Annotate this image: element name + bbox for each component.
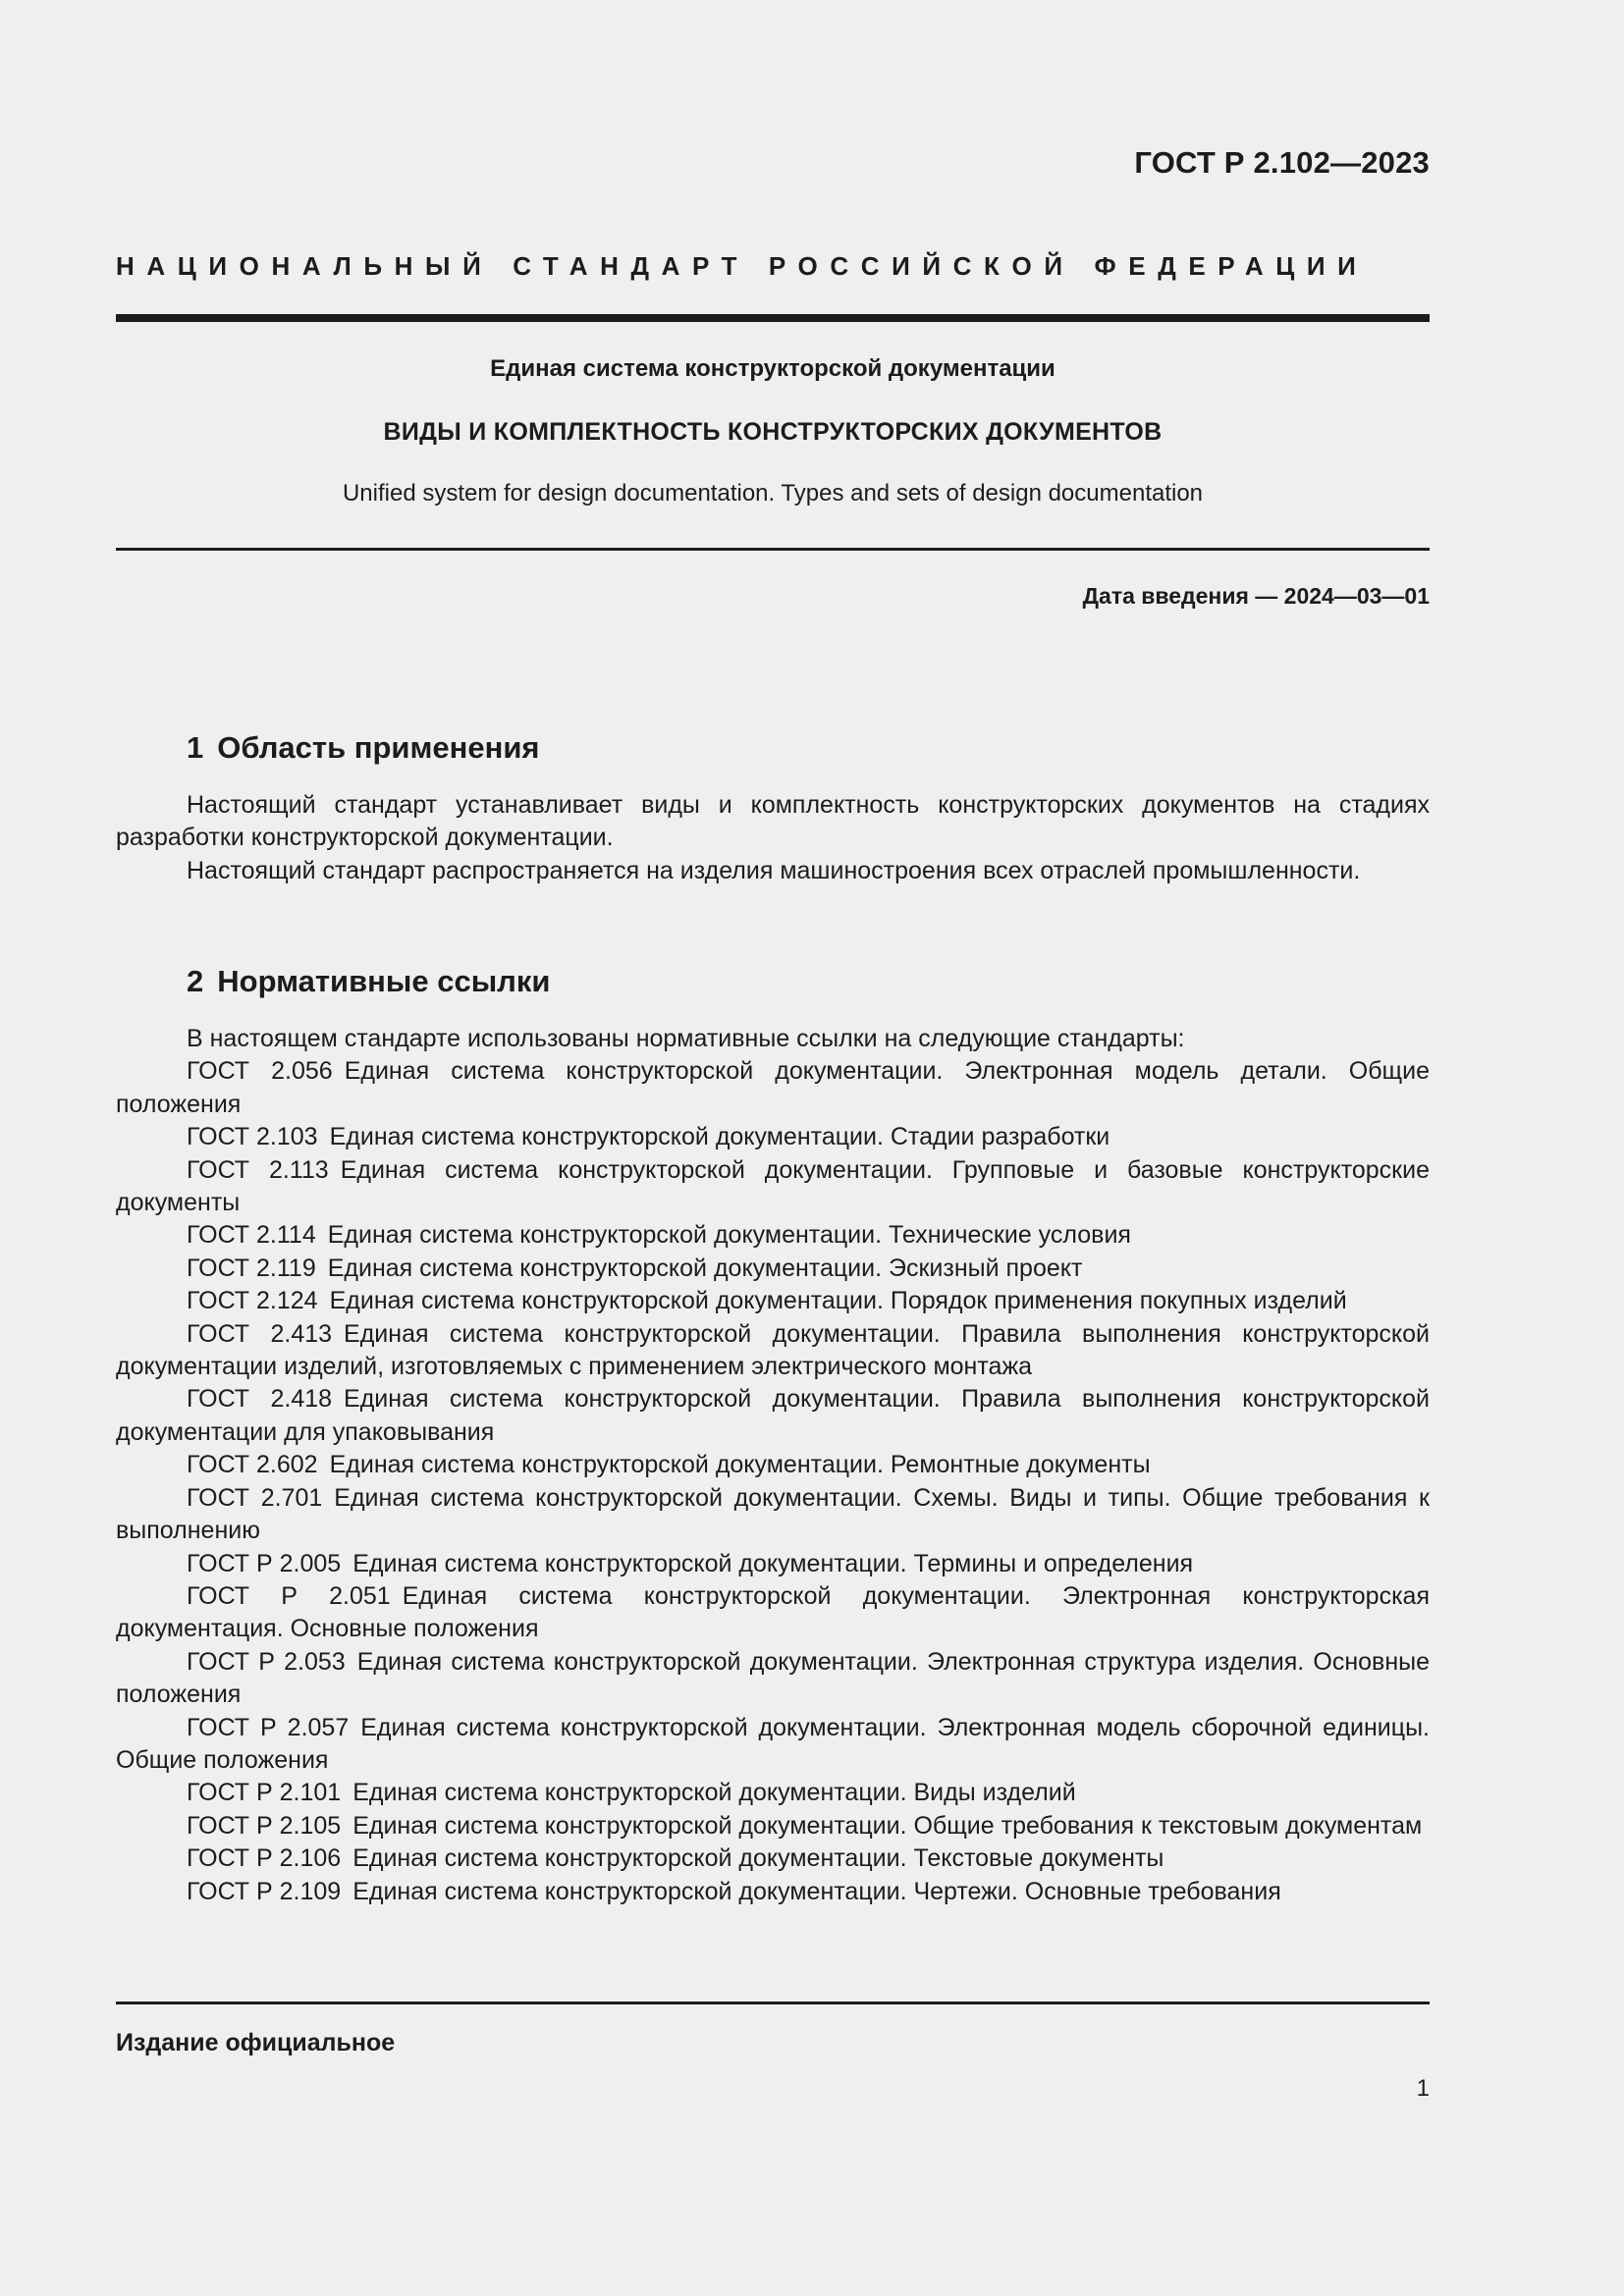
standard-series: Единая система конструкторской документации	[490, 355, 1056, 382]
reference-title: Единая система конструкторской документации. Термины и определения	[352, 1549, 1194, 1577]
official-edition-label: Издание официальное	[116, 2029, 396, 2056]
reference-code: ГОСТ 2.056	[187, 1057, 333, 1086]
reference-title: Единая система конструкторской документации. Правила выполнения конструкторской документации изделий, изготовляемых с применением электрического монтажа	[116, 1319, 1430, 1381]
reference-code: ГОСТ 2.701	[187, 1483, 323, 1512]
reference-code: ГОСТ 2.418	[187, 1385, 333, 1414]
introduction-date: Дата введения — 2024—03—01	[1082, 583, 1430, 609]
reference-code: ГОСТ 2.602	[187, 1451, 318, 1479]
reference-title: Единая система конструкторской документации. Правила выполнения конструкторской документации для упаковывания	[116, 1385, 1430, 1446]
reference-item	[116, 1055, 1430, 1121]
reference-title: Единая система конструкторской документации. Эскизный проект	[327, 1254, 1083, 1282]
page-number: 1	[1416, 2075, 1430, 2102]
reference-title: Единая система конструкторской документации. Электронная конструкторская документация. Основные положения	[116, 1581, 1430, 1643]
reference-title: Единая система конструкторской документации. Ремонтные документы	[329, 1451, 1151, 1479]
reference-item	[116, 1285, 1430, 1317]
references-intro: В настоящем стандарте использованы нормативные ссылки на следующие стандарты:	[187, 1025, 1185, 1052]
reference-code: ГОСТ 2.114	[187, 1221, 316, 1250]
reference-title: Единая система конструкторской документации. Виды изделий	[352, 1779, 1076, 1807]
reference-title: Единая система конструкторской документации. Текстовые документы	[352, 1844, 1164, 1873]
reference-item	[116, 1121, 1430, 1153]
reference-item	[116, 1154, 1430, 1220]
reference-title: Единая система конструкторской документации. Электронная модель сборочной единицы. Общие положения	[116, 1713, 1431, 1774]
section-2-heading	[187, 964, 550, 999]
reference-item	[116, 1712, 1430, 1778]
section-1-heading	[187, 730, 540, 766]
reference-code: ГОСТ 2.113	[187, 1155, 329, 1184]
reference-title: Единая система конструкторской документации. Электронная модель детали. Общие положения	[116, 1057, 1430, 1118]
reference-code: ГОСТ Р 2.005	[187, 1549, 342, 1577]
document-page	[116, 0, 1430, 2296]
reference-item	[116, 1482, 1430, 1548]
reference-item	[116, 1253, 1430, 1285]
reference-code: ГОСТ 2.413	[187, 1319, 333, 1348]
reference-item	[116, 1580, 1430, 1646]
reference-item	[116, 1646, 1430, 1712]
document-code: ГОСТ Р 2.102—2023	[1134, 145, 1430, 180]
reference-title: Единая система конструкторской документации. Электронная структура изделия. Основные положения	[116, 1647, 1430, 1709]
reference-code: ГОСТ Р 2.105	[187, 1811, 342, 1840]
section-1-title: Область применения	[217, 730, 540, 765]
reference-code: ГОСТ Р 2.109	[187, 1877, 342, 1905]
section-2-title: Нормативные ссылки	[217, 964, 551, 998]
reference-code: ГОСТ Р 2.101	[187, 1779, 342, 1807]
reference-item	[116, 1383, 1430, 1449]
section-2-number: 2	[187, 964, 204, 998]
reference-title: Единая система конструкторской документации. Стадии разработки	[329, 1123, 1110, 1151]
reference-item	[116, 1842, 1430, 1875]
reference-title: Единая система конструкторской документации. Технические условия	[327, 1221, 1131, 1250]
reference-code: ГОСТ Р 2.057	[187, 1713, 350, 1741]
reference-code: ГОСТ Р 2.053	[187, 1647, 346, 1676]
references-list	[116, 1055, 1430, 1908]
section-1-body	[116, 789, 1430, 887]
footer-divider	[116, 2002, 1430, 2004]
reference-item	[116, 1449, 1430, 1481]
reference-code: ГОСТ Р 2.106	[187, 1844, 342, 1873]
reference-code: ГОСТ 2.124	[187, 1287, 318, 1315]
section-2-body	[116, 1023, 1430, 1908]
reference-title: Единая система конструкторской документации. Групповые и базовые конструкторские документы	[116, 1155, 1430, 1217]
reference-code: ГОСТ Р 2.051	[187, 1581, 391, 1610]
reference-item	[116, 1219, 1430, 1252]
reference-code: ГОСТ 2.119	[187, 1254, 316, 1282]
reference-item	[116, 1777, 1430, 1809]
reference-title: Единая система конструкторской документации. Общие требования к текстовым документам	[352, 1811, 1423, 1840]
title-divider	[116, 548, 1430, 551]
english-title: Unified system for design documentation. Types and sets of design documentation	[342, 480, 1204, 507]
section-1-number: 1	[187, 730, 204, 765]
reference-title: Единая система конструкторской документации. Порядок применения покупных изделий	[329, 1287, 1347, 1315]
national-standard-heading: НАЦИОНАЛЬНЫЙ СТАНДАРТ РОССИЙСКОЙ ФЕДЕРАЦИИ	[116, 251, 1369, 281]
reference-code: ГОСТ 2.103	[187, 1123, 318, 1151]
reference-item	[116, 1318, 1430, 1384]
paragraph: Настоящий стандарт устанавливает виды и комплектность конструкторских документов на стадиях разработки конструкторской документации.	[116, 791, 1430, 852]
reference-title: Единая система конструкторской документации. Схемы. Виды и типы. Общие требования к выполнению	[116, 1483, 1430, 1545]
thick-divider	[116, 314, 1430, 322]
reference-item	[116, 1876, 1430, 1908]
paragraph: Настоящий стандарт распространяется на изделия машиностроения всех отраслей промышленности.	[187, 856, 1361, 884]
reference-item	[116, 1548, 1430, 1580]
reference-title: Единая система конструкторской документации. Чертежи. Основные требования	[352, 1877, 1281, 1905]
reference-item	[116, 1810, 1430, 1842]
document-title: ВИДЫ И КОМПЛЕКТНОСТЬ КОНСТРУКТОРСКИХ ДОКУМЕНТОВ	[383, 418, 1163, 446]
